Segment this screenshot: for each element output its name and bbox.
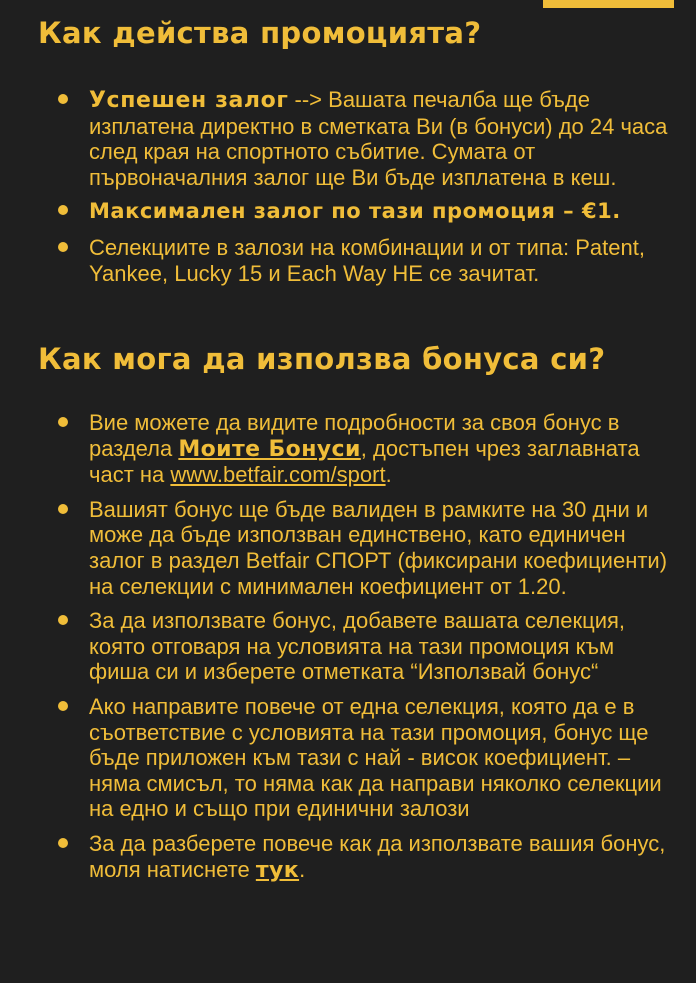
item-text: За да разберете повече как да използвате вашия бонус, моля натиснете (89, 830, 666, 882)
bullet-icon (58, 242, 68, 252)
list-item (58, 410, 678, 488)
list-item (58, 694, 678, 822)
item-strong-label: Максимален залог по тази промоция – €1. (89, 199, 621, 224)
list-item (58, 235, 678, 286)
section-heading-how-to-use-bonus: Как мога да използва бонуса си? (38, 342, 606, 376)
bonus-usage-list (58, 410, 678, 892)
section-heading-how-promo-works: Как действа промоцията? (38, 16, 482, 50)
item-text: Селекциите в залози на комбинации и от типа: Patent, Yankee, Lucky 15 и Each Way НЕ се зачитат. (89, 234, 645, 286)
bullet-icon (58, 417, 68, 427)
item-text: Вие можете да видите подробности за своя бонус в раздела (89, 410, 620, 461)
list-item (58, 831, 678, 883)
item-text: За да използвате бонус, добавете вашата селекция, която отговаря на условията на тази промоция към фиша си и изберете отметката “Използвай бонус“ (89, 608, 626, 685)
bullet-icon (58, 615, 68, 625)
item-text: Вашият бонус ще бъде валиден в рамките на 30 дни и може да бъде използван единствено, като единичен залог в раздел Betfair СПОРТ (фиксирани коефициенти) на селекции с минимален коефициент от 1.20. (89, 496, 668, 599)
bullet-icon (58, 205, 68, 215)
item-strong-label: Успешен залог (89, 88, 289, 113)
item-text: --> Вашата печалба ще бъде изплатена директно в сметката Ви (в бонуси) до 24 часа след края на спортното събитие. Сумата от първоначалния залог ще Ви бъде изплатена в кеш. (89, 87, 668, 190)
betfair-sport-link[interactable]: www.betfair.com/sport (170, 462, 386, 488)
list-item (58, 87, 678, 190)
list-item (58, 608, 678, 685)
promo-rules-list (58, 87, 678, 286)
bullet-icon (58, 94, 68, 104)
here-link[interactable]: тук (255, 857, 300, 883)
item-text: . (385, 462, 392, 488)
top-tab-accent (543, 0, 674, 8)
my-bonuses-link[interactable]: Моите Бонуси (178, 436, 361, 462)
list-item (58, 497, 678, 599)
bullet-icon (58, 504, 68, 514)
item-text: . (299, 856, 306, 882)
list-item (58, 198, 678, 225)
item-text: Ако направите повече от една селекция, която да е в съответствие с условията на тази промоция, бонус ще бъде приложен към тази с най - висок коефициент. – няма смисъл, то няма как да направи няколко селекции на едно и също при единични залози (89, 693, 662, 822)
item-text: , достъпен чрез заглавната част на (89, 435, 640, 488)
bullet-icon (58, 838, 68, 848)
bullet-icon (58, 701, 68, 711)
